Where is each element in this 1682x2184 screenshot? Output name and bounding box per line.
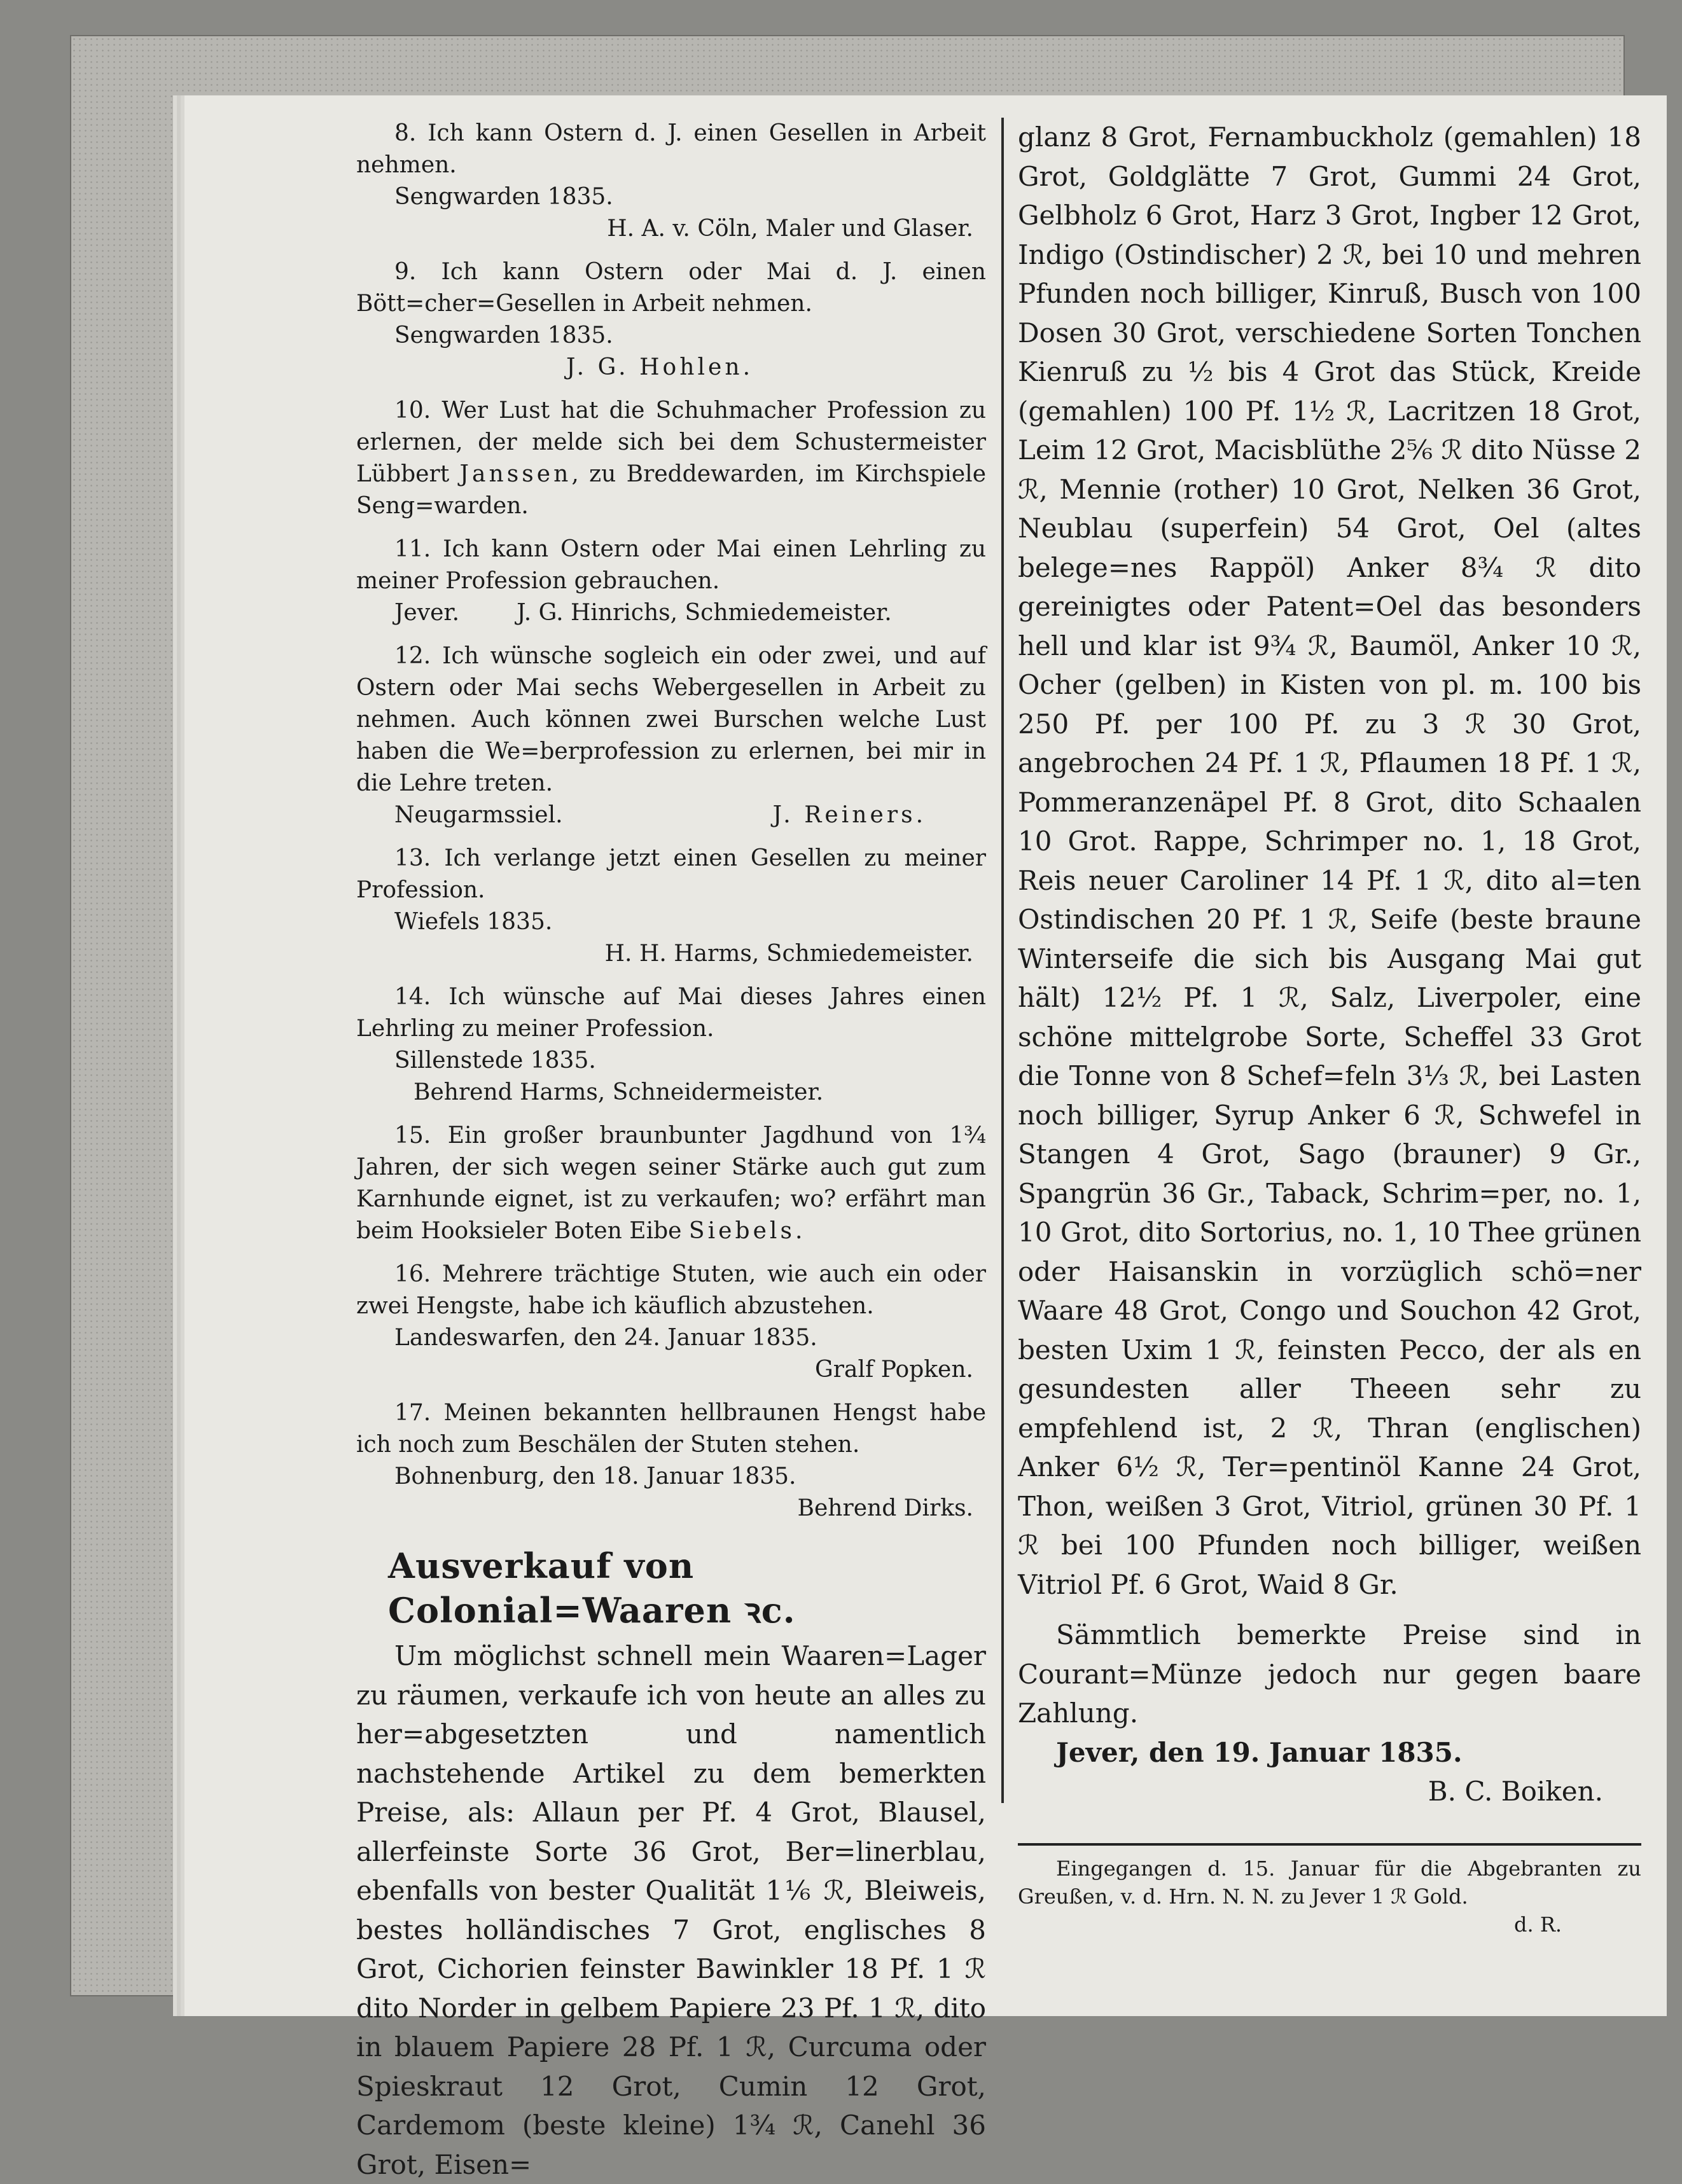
notice-place: Neugarmssiel. [394,802,563,828]
notice-signature: Behrend Harms, Schneidermeister. [414,1079,824,1105]
sale-note: Sämmtlich bemerkte Preise sind in Courant=Münze jedoch nur gegen baare Zahlung. [1018,1619,1641,1729]
notice-12 [356,640,986,831]
notice-signature: H. A. v. Cöln, Maler und Glaser. [607,216,973,242]
notice-place: Jever. [394,600,460,626]
notice-signature: H. H. Harms, Schmiedemeister. [604,941,973,967]
notice-text: 17. Meinen bekannten hellbraunen Hengst habe ich noch zum Beschälen der Stuten stehen. [356,1400,986,1458]
notice-16 [356,1259,986,1386]
notice-signature: J. G. Hohlen. [566,354,754,380]
sale-text-part1: Um möglichst schnell mein Waaren=Lager zu räumen, verkaufe ich von heute an alles zu her=abgesetzten und namentlich nachstehende Artikel zu dem bemerkten Preise, als: Allaun per Pf. 4 Grot, Blausel, allerfeinste Sorte 36 Grot, Ber=linerblau, ebenfalls von bester Qualität 1⅙ ℛ, Bleiweis, bestes holländisches 7 Grot, englisches 8 Grot, Cichorien feinster Bawinkler 18 Pf. 1 ℛ dito Norder in gelbem Papiere 23 Pf. 1 ℛ, dito in blauem Papiere 28 Pf. 1 ℛ, Curcuma oder Spieskraut 12 Grot, Cumin 12 Grot, Cardemom (beste kleine) 1¾ ℛ, Canehl 36 Grot, Eisen= [356,1640,986,2180]
notice-13 [356,843,986,970]
left-column [356,118,986,2184]
sale-heading: Ausverkauf von Colonial=Waaren ꝛc. [388,1545,796,1631]
notice-text-end: , zu Breddewarden, im Kirchspiele Seng=warden. [356,461,986,519]
notice-place: Wiefels 1835. [394,909,553,935]
notice-signature: Behrend Dirks. [797,1495,973,1521]
notice-10 [356,395,986,522]
notice-place: Sengwarden 1835. [394,184,613,210]
notice-15 [356,1120,986,1247]
donation-signature: d. R. [1514,1912,1562,1937]
notice-text: 9. Ich kann Ostern oder Mai d. J. einen Bött=cher=Gesellen in Arbeit nehmen. [356,259,986,317]
notice-text: 14. Ich wünsche auf Mai dieses Jahres einen Lehrling zu meiner Profession. [356,984,986,1042]
notice-text: 13. Ich verlange jetzt einen Gesellen zu meiner Profession. [356,845,986,903]
notice-place: Sillenstede 1835. [394,1047,596,1074]
notice-text: 15. Ein großer braunbunter Jagdhund von 1¾ Jahren, der sich wegen seiner Stärke auch gut zum Karnhunde eignet, ist zu verkaufen; wo? erfährt man beim Hooksieler Boten Eibe [356,1123,986,1244]
sale-text-part2: glanz 8 Grot, Fernambuckholz (gemahlen) 18 Grot, Goldglätte 7 Grot, Gummi 24 Grot, Gelbholz 6 Grot, Harz 3 Grot, Ingber 12 Grot, Indigo (Ostindischer) 2 ℛ, bei 10 und mehren Pfunden noch billiger, Kinruß, Busch von 100 Dosen 30 Grot, verschiedene Sorten Tonchen Kienruß zu ½ bis 4 Grot das Stück, Kreide (gemahlen) 100 Pf. 1½ ℛ, Lacritzen 18 Grot, Leim 12 Grot, Macisblüthe 2⅚ ℛ dito Nüsse 2 ℛ, Mennie (rother) 10 Grot, Nelken 36 Grot, Neublau (superfein) 54 Grot, Oel (altes belege=nes Rappöl) Anker 8¾ ℛ dito gereinigtes oder Patent=Oel das besonders hell und klar ist 9¾ ℛ, Baumöl, Anker 10 ℛ, Ocher (gelben) in Kisten von pl. m. 100 bis 250 Pf. per 100 Pf. zu 3 ℛ 30 Grot, angebrochen 24 Pf. 1 ℛ, Pflaumen 18 Pf. 1 ℛ, Pommeranzenäpel Pf. 8 Grot, dito Schaalen 10 Grot. Rappe, Schrimper no. 1, 18 Grot, Reis neuer Caroliner 14 Pf. 1 ℛ, dito al=ten Ostindischen 20 Pf. 1 ℛ, Seife (beste braune Winterseife die sich bis Ausgang Mai gut hält) 12½ Pf. 1 ℛ, Salz, Liverpoler, eine schöne mittelgrobe Sorte, Scheffel 33 Grot die Tonne von 8 Schef=feln 3⅓ ℛ, bei Lasten noch billiger, Syrup Anker 6 ℛ, Schwefel in Stangen 4 Grot, Sago (brauner) 9 Gr., Spangrün 36 Gr., Taback, Schrim=per, no. 1, 10 Grot, dito Sortorius, no. 1, 10 Thee grünen oder Haisanskin in vorzüglich schö=ner Waare 48 Grot, Congo und Souchon 42 Grot, besten Uxim 1 ℛ, feinsten Pecco, der als en gesundesten aller Theeen sehr zu empfehlend ist, 2 ℛ, Thran (englischen) Anker 6½ ℛ, Ter=pentinöl Kanne 24 Grot, Thon, weißen 3 Grot, Vitriol, grünen 30 Pf. 1 ℛ bei 100 Pfunden noch billiger, weißen Vitriol Pf. 6 Grot, Waid 8 Gr. [1018,121,1642,1600]
notice-place: Landeswarfen, den 24. Januar 1835. [394,1325,817,1351]
notice-8 [356,118,986,245]
notice-text: 11. Ich kann Ostern oder Mai einen Lehrling zu meiner Profession gebrauchen. [356,536,986,594]
notice-signature: J. Reiners. [772,802,927,828]
notice-14 [356,981,986,1109]
sale-signature: B. C. Boiken. [1428,1776,1603,1807]
notice-place: Sengwarden 1835. [394,322,613,349]
notice-signature: J. G. Hinrichs, Schmiedemeister. [517,600,892,626]
section-rule [1018,1843,1641,1846]
column-divider [1001,118,1004,1803]
notice-text: 10. Wer Lust hat die Schuhmacher Profession zu erlernen, der melde sich bei dem Schustermeister Lübbert [356,397,986,487]
notice-9 [356,256,986,384]
notice-name: Janssen [459,461,572,487]
donation-notice: Eingegangen d. 15. Januar für die Abgebranten zu Greußen, v. d. Hrn. N. N. zu Jever 1 ℛ Gold. [1018,1856,1641,1909]
notice-text: 16. Mehrere trächtige Stuten, wie auch ein oder zwei Hengste, habe ich käuflich abzustehen. [356,1261,986,1319]
notice-text: 8. Ich kann Ostern d. J. einen Gesellen in Arbeit nehmen. [356,120,986,178]
notice-signature: Gralf Popken. [815,1357,973,1383]
notice-text: 12. Ich wünsche sogleich ein oder zwei, und auf Ostern oder Mai sechs Webergesellen in Arbeit zu nehmen. Auch können zwei Burschen welche Lust haben die We=berprofession zu erlernen, bei mir in die Lehre treten. [356,643,986,796]
sale-date: Jever, den 19. Januar 1835. [1056,1736,1463,1768]
notice-name: Siebels [688,1218,795,1244]
notice-text-end: . [795,1218,803,1244]
right-column [1018,118,1641,1939]
notice-place: Bohnenburg, den 18. Januar 1835. [394,1463,796,1489]
notice-11 [356,534,986,629]
notice-17 [356,1397,986,1524]
